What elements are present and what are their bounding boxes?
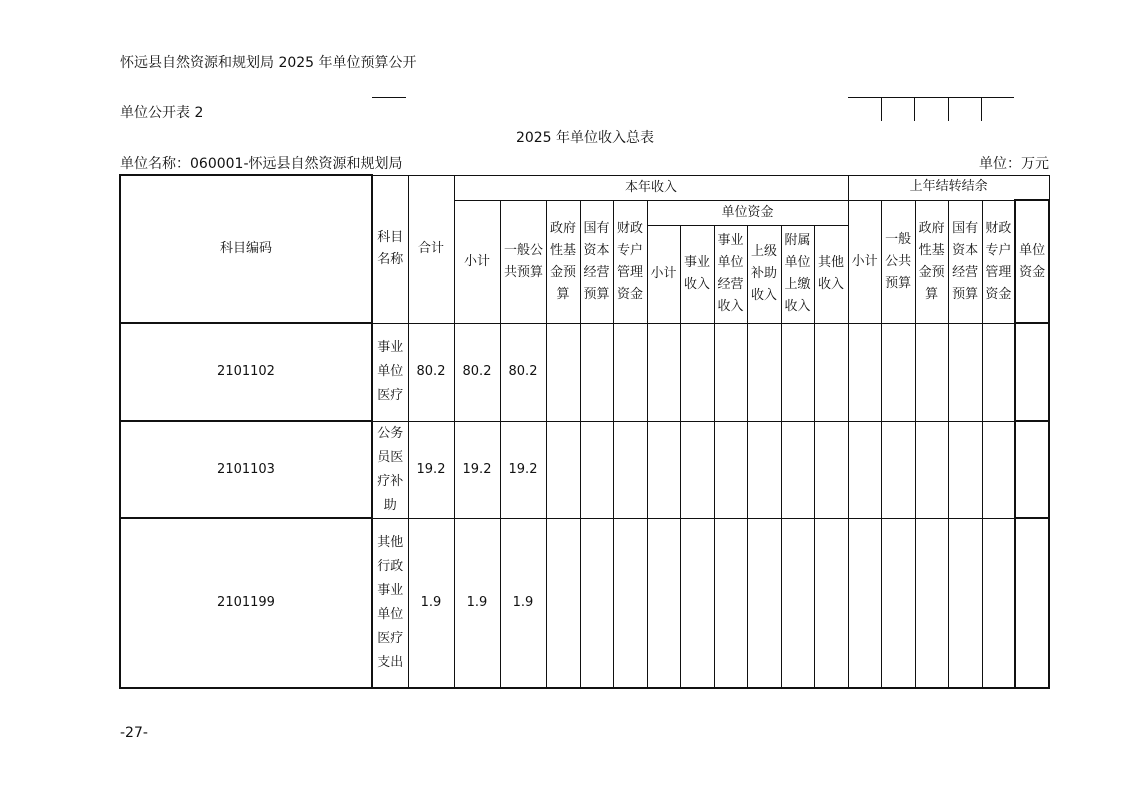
empty-cell <box>1015 421 1049 518</box>
empty-cell <box>948 518 982 688</box>
empty-cell <box>680 421 714 518</box>
decorative-rule <box>848 97 1014 98</box>
column-header-superior-subsidy: 上级补助收入 <box>747 225 781 323</box>
empty-cell <box>781 518 814 688</box>
decorative-rule <box>981 97 982 121</box>
row-name: 其他行政事业单位医疗支出 <box>372 518 408 688</box>
empty-cell <box>982 421 1015 518</box>
page-number: -27- <box>120 725 148 741</box>
column-header-code: 科目编码 <box>120 175 372 323</box>
empty-cell <box>915 518 948 688</box>
row-total: 80.2 <box>408 323 454 421</box>
unit-name: 单位名称：060001-怀远县自然资源和规划局 <box>120 156 403 172</box>
empty-cell <box>613 518 647 688</box>
row-subtotal: 19.2 <box>454 421 500 518</box>
column-header-total: 合计 <box>408 175 454 323</box>
empty-cell <box>881 323 915 421</box>
row-name: 公务员医疗补助 <box>372 421 408 518</box>
empty-cell <box>714 518 747 688</box>
row-general-budget: 80.2 <box>500 323 546 421</box>
column-header-carry-fiscal-special: 财政专户管理资金 <box>982 200 1015 323</box>
row-code: 2101103 <box>120 421 372 518</box>
empty-cell <box>714 323 747 421</box>
empty-cell <box>781 323 814 421</box>
empty-cell <box>546 518 580 688</box>
empty-cell <box>1015 323 1049 421</box>
table-row <box>120 323 1049 421</box>
decorative-rule <box>914 97 915 121</box>
column-header-carry-unit-funds: 单位资金 <box>1015 200 1049 323</box>
table-row <box>120 518 1049 688</box>
column-header-unit-subtotal: 小计 <box>647 225 680 323</box>
column-header-carry-gov-fund: 政府性基金预算 <box>915 200 948 323</box>
empty-cell <box>747 323 781 421</box>
row-general-budget: 19.2 <box>500 421 546 518</box>
column-header-carry-state-capital: 国有资本经营预算 <box>948 200 982 323</box>
empty-cell <box>747 421 781 518</box>
table-number: 单位公开表 2 <box>120 105 204 121</box>
group-header-unit-funds: 单位资金 <box>647 200 848 225</box>
row-general-budget: 1.9 <box>500 518 546 688</box>
empty-cell <box>915 323 948 421</box>
table-title: 2025 年单位收入总表 <box>515 130 655 146</box>
row-code: 2101199 <box>120 518 372 688</box>
group-header-current-year: 本年收入 <box>454 175 848 200</box>
row-total: 1.9 <box>408 518 454 688</box>
empty-cell <box>881 421 915 518</box>
empty-cell <box>580 421 613 518</box>
column-header-other-income: 其他收入 <box>814 225 848 323</box>
empty-cell <box>814 421 848 518</box>
empty-cell <box>915 421 948 518</box>
column-header-subtotal: 小计 <box>454 200 500 323</box>
group-header-carryover: 上年结转结余 <box>848 175 1049 200</box>
empty-cell <box>580 323 613 421</box>
empty-cell <box>848 323 881 421</box>
empty-cell <box>613 421 647 518</box>
row-subtotal: 80.2 <box>454 323 500 421</box>
empty-cell <box>814 323 848 421</box>
empty-cell <box>848 421 881 518</box>
row-name: 事业单位医疗 <box>372 323 408 421</box>
empty-cell <box>747 518 781 688</box>
empty-cell <box>714 421 747 518</box>
empty-cell <box>647 518 680 688</box>
row-subtotal: 1.9 <box>454 518 500 688</box>
empty-cell <box>948 421 982 518</box>
column-header-general-budget: 一般公共预算 <box>500 200 546 323</box>
empty-cell <box>546 323 580 421</box>
decorative-rule <box>372 97 406 98</box>
column-header-operating-income: 事业单位经营收入 <box>714 225 747 323</box>
column-header-name: 科目名称 <box>372 175 408 323</box>
empty-cell <box>982 518 1015 688</box>
table-row <box>120 421 1049 518</box>
column-header-gov-fund: 政府性基金预算 <box>546 200 580 323</box>
empty-cell <box>546 421 580 518</box>
decorative-rule <box>948 97 949 121</box>
unit-label: 单位：万元 <box>979 156 1049 172</box>
empty-cell <box>1015 518 1049 688</box>
income-summary-table <box>119 174 1050 689</box>
empty-cell <box>647 421 680 518</box>
empty-cell <box>982 323 1015 421</box>
empty-cell <box>781 421 814 518</box>
empty-cell <box>848 518 881 688</box>
empty-cell <box>881 518 915 688</box>
empty-cell <box>613 323 647 421</box>
column-header-state-capital: 国有资本经营预算 <box>580 200 613 323</box>
empty-cell <box>680 518 714 688</box>
column-header-carry-subtotal: 小计 <box>848 200 881 323</box>
empty-cell <box>647 323 680 421</box>
column-header-affiliated-income: 附属单位上缴收入 <box>781 225 814 323</box>
column-header-fiscal-special: 财政专户管理资金 <box>613 200 647 323</box>
empty-cell <box>948 323 982 421</box>
empty-cell <box>580 518 613 688</box>
document-header: 怀远县自然资源和规划局 2025 年单位预算公开 <box>120 55 417 71</box>
column-header-carry-general: 一般公共预算 <box>881 200 915 323</box>
empty-cell <box>814 518 848 688</box>
empty-cell <box>680 323 714 421</box>
row-code: 2101102 <box>120 323 372 421</box>
decorative-rule <box>881 97 882 121</box>
row-total: 19.2 <box>408 421 454 518</box>
column-header-business-income: 事业收入 <box>680 225 714 323</box>
